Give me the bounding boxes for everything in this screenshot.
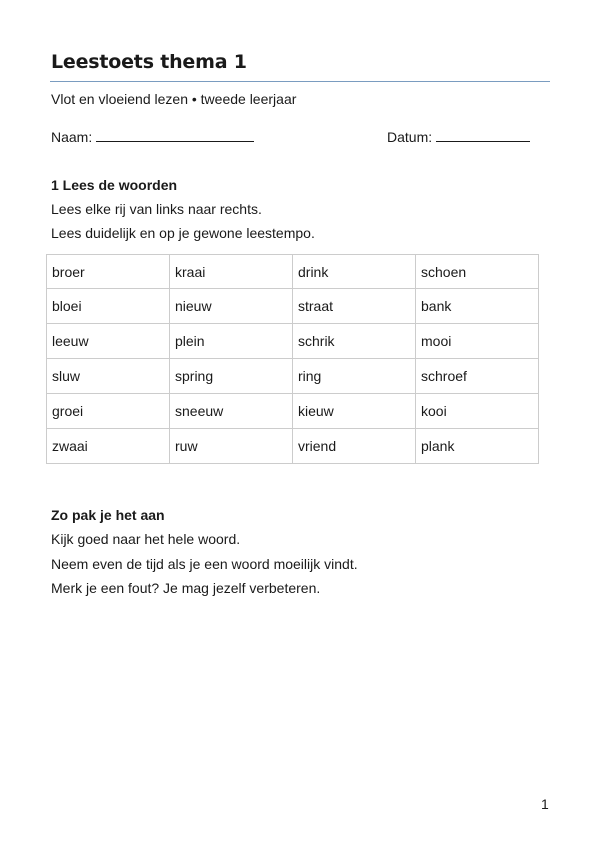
word-cell: vriend bbox=[293, 429, 416, 464]
tip-line: Kijk goed naar het hele woord. bbox=[51, 531, 241, 547]
table-row bbox=[47, 429, 539, 464]
word-cell: sneeuw bbox=[170, 394, 293, 429]
word-cell: ruw bbox=[170, 429, 293, 464]
tip-line: Merk je een fout? Je mag jezelf verbeteren. bbox=[51, 580, 321, 596]
word-cell: schroef bbox=[416, 359, 539, 394]
page-subtitle: Vlot en vloeiend lezen • tweede leerjaar bbox=[51, 91, 297, 107]
date-blank-line[interactable] bbox=[436, 129, 530, 142]
name-blank-line[interactable] bbox=[96, 129, 254, 142]
word-cell: straat bbox=[293, 289, 416, 324]
word-cell: spring bbox=[170, 359, 293, 394]
section-2-heading: Zo pak je het aan bbox=[51, 507, 165, 523]
table-row bbox=[47, 359, 539, 394]
word-cell: kieuw bbox=[293, 394, 416, 429]
instruction-line: Lees elke rij van links naar rechts. bbox=[51, 201, 262, 217]
tip-line: Neem even de tijd als je een woord moeilijk vindt. bbox=[51, 556, 358, 572]
word-cell: bloei bbox=[47, 289, 170, 324]
name-field bbox=[51, 128, 254, 146]
name-label: Naam: bbox=[51, 129, 93, 145]
instruction-line: Lees duidelijk en op je gewone leestempo. bbox=[51, 225, 315, 241]
word-cell: nieuw bbox=[170, 289, 293, 324]
word-cell: groei bbox=[47, 394, 170, 429]
word-cell: plein bbox=[170, 324, 293, 359]
word-cell: zwaai bbox=[47, 429, 170, 464]
section-1-heading: 1 Lees de woorden bbox=[51, 177, 178, 193]
table-row bbox=[47, 289, 539, 324]
word-cell: mooi bbox=[416, 324, 539, 359]
page-title: Leestoets thema 1 bbox=[51, 51, 247, 73]
word-cell: sluw bbox=[47, 359, 170, 394]
word-table bbox=[46, 254, 539, 464]
word-cell: schrik bbox=[293, 324, 416, 359]
page-number: 1 bbox=[541, 796, 549, 812]
table-row bbox=[47, 394, 539, 429]
date-label: Datum: bbox=[387, 129, 433, 145]
word-cell: bank bbox=[416, 289, 539, 324]
word-cell: broer bbox=[47, 255, 170, 289]
word-cell: plank bbox=[416, 429, 539, 464]
table-row bbox=[47, 255, 539, 289]
word-cell: ring bbox=[293, 359, 416, 394]
title-divider bbox=[50, 81, 550, 82]
table-row bbox=[47, 324, 539, 359]
word-cell: kooi bbox=[416, 394, 539, 429]
word-cell: leeuw bbox=[47, 324, 170, 359]
date-field bbox=[387, 128, 530, 146]
word-cell: schoen bbox=[416, 255, 539, 289]
word-cell: drink bbox=[293, 255, 416, 289]
word-cell: kraai bbox=[170, 255, 293, 289]
